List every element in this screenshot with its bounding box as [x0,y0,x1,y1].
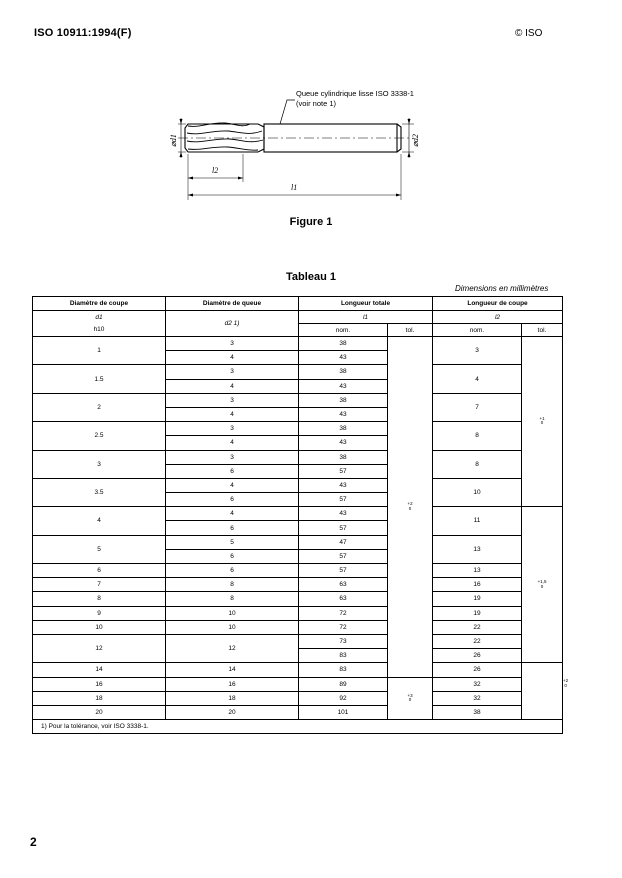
cell-l2: 13 [433,564,522,578]
cell-d2: 14 [166,663,299,677]
cell-d2: 4 [166,379,299,393]
cell-l2: 16 [433,578,522,592]
callout-leader [280,100,295,124]
cell-l2: 11 [433,507,522,535]
sym-h10: h10 [33,324,166,337]
cell-l1: 43 [299,351,388,365]
cell-l1: 63 [299,578,388,592]
figure-caption: Figure 1 [289,216,333,228]
cell-d2: 4 [166,436,299,450]
cell-l1: 38 [299,422,388,436]
table-row [33,365,563,379]
cell-l1: 57 [299,521,388,535]
cell-d2: 6 [166,564,299,578]
col-total-length: Longueur totale [299,297,433,311]
table-row [33,422,563,436]
cell-l1: 57 [299,564,388,578]
cell-l2: 8 [433,422,522,450]
table-row [33,620,563,634]
cell-d1: 6 [33,564,166,578]
flute-4 [188,147,258,150]
table-row [33,663,563,677]
sub-tol-l2: tol. [522,324,563,337]
cell-l1: 43 [299,379,388,393]
cell-d1: 18 [33,691,166,705]
cell-l1: 43 [299,436,388,450]
units-note: Dimensions en millimètres [455,284,549,293]
cell-l1: 72 [299,620,388,634]
cell-l2: 7 [433,393,522,421]
table-row [33,592,563,606]
label-l1: l1 [291,183,298,192]
label-d2: ⌀d2 [411,134,420,147]
cell-d1: 2.5 [33,422,166,450]
cell-d1: 1 [33,337,166,365]
cell-l1: 38 [299,337,388,351]
cell-d2: 3 [166,393,299,407]
cell-d2: 6 [166,464,299,478]
cell-l1: 43 [299,507,388,521]
table-row [33,478,563,492]
copyright: © ISO [515,28,543,39]
cell-l2: 10 [433,478,522,506]
flute-2 [187,131,262,134]
cell-l1: 38 [299,450,388,464]
cell-d1: 14 [33,663,166,677]
cell-d2: 12 [166,634,299,662]
cell-l1: 101 [299,705,388,719]
cell-d2: 3 [166,422,299,436]
col-cutting-length: Longueur de coupe [433,297,563,311]
cell-d1: 10 [33,620,166,634]
end-mill-drawing [0,0,622,210]
cell-d1: 12 [33,634,166,662]
cell-d2: 4 [166,507,299,521]
sub-nom-l1: nom. [299,324,388,337]
table-row [33,691,563,705]
table-row [33,677,563,691]
cell-d2: 4 [166,351,299,365]
cell-d2: 3 [166,450,299,464]
table-row [33,507,563,521]
cell-l1: 57 [299,549,388,563]
cell-l2: 19 [433,592,522,606]
document-id: ISO 10911:1994(F) [34,27,132,39]
flute-3 [187,139,263,142]
cell-d2: 4 [166,407,299,421]
cell-d2: 10 [166,620,299,634]
cell-d2: 8 [166,592,299,606]
cell-d1: 1.5 [33,365,166,393]
cell-l2: 8 [433,450,522,478]
cell-l2: 22 [433,620,522,634]
cell-d2: 5 [166,535,299,549]
cell-d2: 16 [166,677,299,691]
sym-l2: l2 [433,311,563,324]
cell-l2: 26 [433,649,522,663]
table-row [33,564,563,578]
flute-1 [188,123,250,127]
page-number: 2 [30,835,37,849]
cell-d2: 18 [166,691,299,705]
col-shank-diameter: Diamètre de queue [166,297,299,311]
sub-nom-l2: nom. [433,324,522,337]
table-row: 83 26 +2 0 [33,649,563,663]
cell-d2: 20 [166,705,299,719]
table-row [33,450,563,464]
cell-d1: 5 [33,535,166,563]
cell-l2: 32 [433,677,522,691]
sub-tol-l1: tol. [388,324,433,337]
cell-l2: 38 [433,705,522,719]
cell-l1: 89 [299,677,388,691]
table-row [33,606,563,620]
cell-d2: 3 [166,337,299,351]
cell-d2: 10 [166,606,299,620]
cell-l1: 72 [299,606,388,620]
cell-d1: 16 [33,677,166,691]
cell-l1: 73 [299,634,388,648]
cell-d2: 6 [166,549,299,563]
cell-l2: 32 [433,691,522,705]
table-row [33,337,563,351]
cell-d1: 3 [33,450,166,478]
cell-l1: 83 [299,663,388,677]
cell-l1: 83 [299,649,388,663]
cell-l1: 92 [299,691,388,705]
cell-d1: 8 [33,592,166,606]
label-d1: ⌀d1 [169,134,178,147]
cell-l2: 22 [433,634,522,648]
cell-l1: 57 [299,493,388,507]
cell-d2: 3 [166,365,299,379]
tol-l1-b: +3 0 [388,677,433,720]
cell-d1: 7 [33,578,166,592]
cell-d1: 4 [33,507,166,535]
sym-l1: l1 [299,311,433,324]
callout-line2: (voir note 1) [296,99,337,108]
cell-l2: 19 [433,606,522,620]
cell-d2: 6 [166,521,299,535]
callout-line1: Queue cylindrique lisse ISO 3338-1 [296,89,414,98]
cell-l1: 43 [299,478,388,492]
table-row [33,393,563,407]
table-row [33,634,563,648]
cell-d1: 20 [33,705,166,719]
cell-l1: 47 [299,535,388,549]
cell-l1: 57 [299,464,388,478]
table-title: Tableau 1 [286,271,336,283]
col-cutting-diameter: Diamètre de coupe [33,297,166,311]
cell-d1: 2 [33,393,166,421]
cell-l1: 63 [299,592,388,606]
table-row [33,578,563,592]
cell-d2: 6 [166,493,299,507]
cell-d2: 4 [166,478,299,492]
cell-l2: 26 [433,663,522,677]
label-l2: l2 [212,166,219,175]
table-row [33,705,563,719]
cell-d2: 8 [166,578,299,592]
cell-d1: 9 [33,606,166,620]
cell-l1: 43 [299,407,388,421]
tol-l2-b: +1,5 0 [522,507,563,663]
dimensions-table [32,296,569,734]
cell-l2: 4 [433,365,522,393]
cell-l1: 38 [299,365,388,379]
cell-l2: 3 [433,337,522,365]
sym-d2: d2 1) [166,311,299,337]
sym-d1: d1 [33,311,166,324]
table-row [33,535,563,549]
tol-l2-a: +1 0 [522,337,563,507]
table-footnote: 1) Pour la tolérance, voir ISO 3338-1. [33,720,563,734]
tol-l1-a: +2 0 [388,337,433,678]
cell-l1: 38 [299,393,388,407]
cell-d1: 3.5 [33,478,166,506]
cell-l2: 13 [433,535,522,563]
